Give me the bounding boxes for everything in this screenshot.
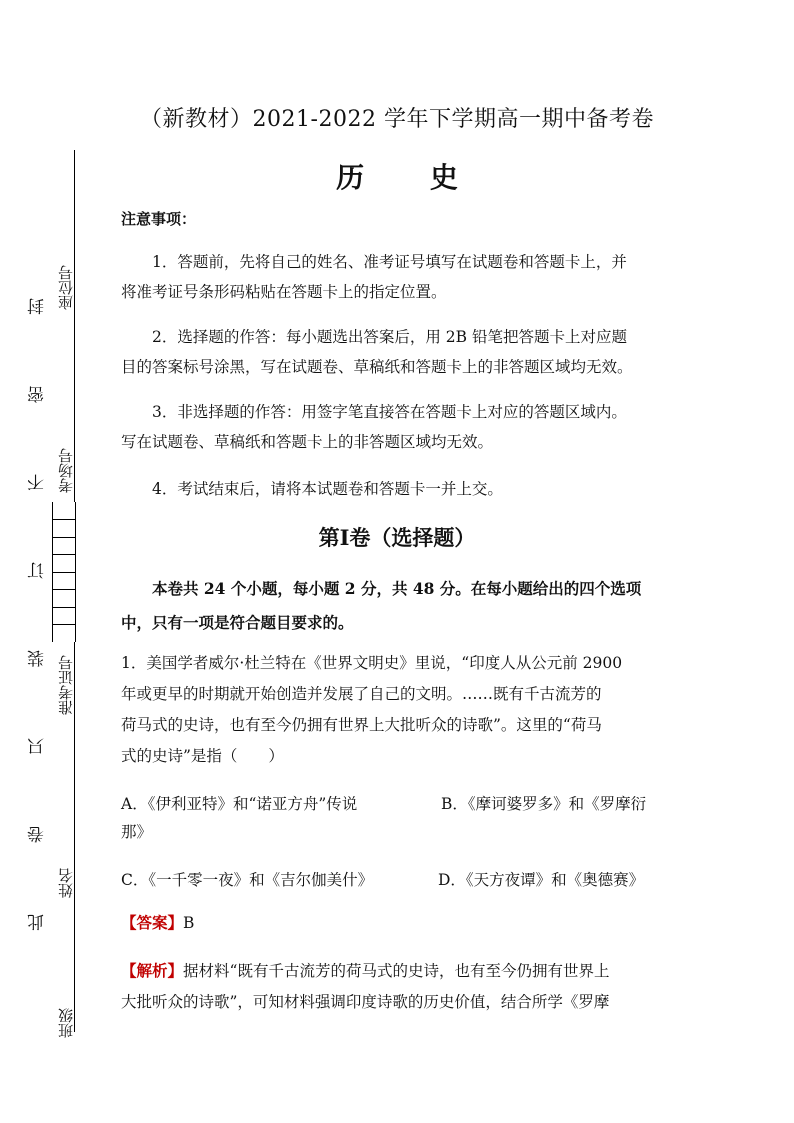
analysis [121,955,681,1018]
name-label: 姓名 [57,868,75,898]
analysis-line2: 大批听众的诗歌”，可知材料强调印度诗歌的历史价值，结合所学《罗摩 [121,993,610,1011]
option-c: C．《一千零一夜》和《吉尔伽美什》 [121,871,374,889]
grid-cell-line [53,624,75,625]
grid-cell-line [53,519,75,520]
answer-tag: 【答案】 [121,913,184,932]
answer-value: B [183,914,195,932]
option-d: D．《天方夜谭》和《奥德赛》 [438,871,645,889]
grid-cell-line [53,589,75,590]
notice-item-3 [121,397,681,457]
section-intro-line1: 本卷共 24 个小题，每小题 2 分，共 48 分。在每小题给出的四个选项 [152,579,642,598]
seat-number-label: 座位号 [57,265,75,310]
question-1-line3: 荷马式的史诗，也有至今仍拥有世界上大批听众的诗歌”。这里的“荷马 [121,716,602,734]
seal-char-6: 只 [28,738,48,755]
option-a: A．《伊利亚特》和“诺亚方舟”传说 [121,795,358,813]
seal-char-2: 密 [28,386,48,403]
seal-char-1: 封 [28,298,48,315]
analysis-tag: 【解析】 [121,961,184,980]
admission-number-label: 准考证号 [57,655,75,715]
analysis-line1: 据材料“既有千古流芳的荷马式的史诗，也有至今仍拥有世界上 [183,962,610,980]
section-title: 第Ⅰ卷（选择题） [318,525,476,550]
question-1 [121,648,681,772]
section-intro [121,572,681,640]
notice-item-4 [121,474,681,504]
notice-item-2 [121,322,681,382]
class-label: 班级 [57,1008,75,1038]
option-b-cont: 那》 [121,823,153,841]
notice-item-2-line1: 2．选择题的作答：每小题选出答案后，用 2B 铅笔把答题卡上对应题 [152,328,627,346]
option-b: B．《摩诃婆罗多》和《罗摩衍 [441,795,647,813]
seal-char-7: 卷 [28,826,48,843]
grid-cell-line [53,537,75,538]
seal-char-5: 装 [28,650,48,667]
subject-title: 历 史 [336,161,486,194]
notice-item-3-line1: 3．非选择题的作答：用签字笔直接答在答题卡上对应的答题区域内。 [152,403,627,421]
answer-line [121,911,194,933]
notice-item-4-line1: 4．考试结束后，请将本试题卷和答题卡一并上交。 [152,480,503,498]
grid-cell-line [53,607,75,608]
question-1-line4: 式的史诗”是指（ ） [121,747,284,765]
notice-item-1-line2: 将准考证号条形码粘贴在答题卡上的指定位置。 [121,283,447,301]
section-intro-line2: 中，只有一项是符合题目要求的。 [121,613,354,632]
grid-cell-line [53,572,75,573]
exam-room-label: 考场号 [57,448,75,493]
exam-title: （新教材）2021-2022 学年下学期高一期中备考卷 [140,107,654,132]
notice-item-2-line2: 目的答案标号涂黑，写在试题卷、草稿纸和答题卡上的非答题区域均无效。 [121,358,633,376]
notice-item-1 [121,247,681,307]
notice-heading: 注意事项： [121,210,197,228]
question-1-line1: 1．美国学者威尔·杜兰特在《世界文明史》里说，“印度人从公元前 2900 [121,654,623,672]
grid-cell-line [53,554,75,555]
seal-char-4: 订 [28,562,48,579]
seal-char-8: 此 [28,914,48,931]
notice-item-3-line2: 写在试题卷、草稿纸和答题卡上的非答题区域均无效。 [121,433,494,451]
notice-item-1-line1: 1．答题前，先将自己的姓名、准考证号填写在试题卷和答题卡上，并 [152,253,627,271]
question-1-line2: 年或更早的时期就开始创造并发展了自己的文明。……既有千古流芳的 [121,685,602,703]
seal-char-3: 不 [28,474,48,491]
exam-number-grid [52,502,76,642]
